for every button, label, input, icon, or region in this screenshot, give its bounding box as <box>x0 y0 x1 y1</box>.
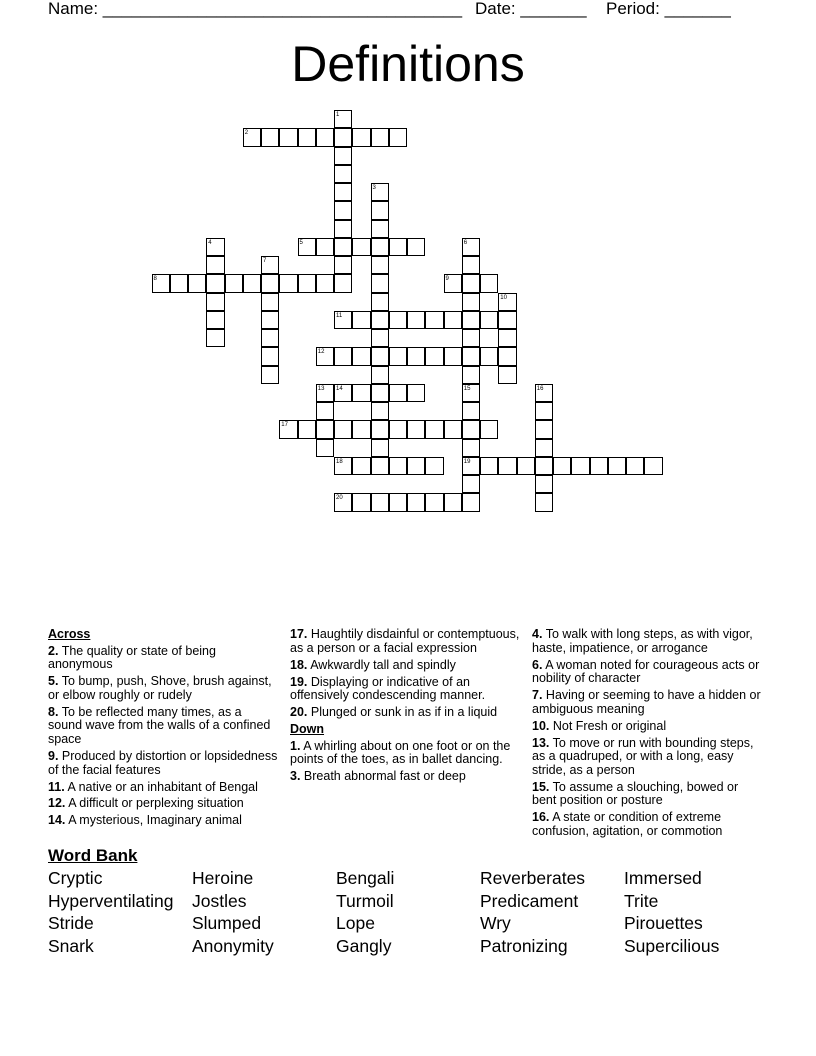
clue-number: 19 <box>463 458 471 465</box>
clue-text: To be reflected many times, as a sound wave from the walls of a confined space <box>48 704 271 746</box>
word-bank-item: Lope <box>336 913 375 934</box>
crossword-cell[interactable] <box>425 493 443 511</box>
word-bank-item: Wry <box>480 913 511 934</box>
crossword-cell[interactable] <box>462 420 480 438</box>
crossword-cell[interactable] <box>206 293 224 311</box>
crossword-cell[interactable] <box>206 274 224 292</box>
crossword-cell[interactable] <box>644 457 662 475</box>
clue-number: 11 <box>336 312 343 319</box>
crossword-cell[interactable] <box>480 311 498 329</box>
crossword-cell[interactable] <box>298 274 316 292</box>
down-clue <box>290 740 520 767</box>
word-bank-item: Patronizing <box>480 936 568 957</box>
crossword-cell[interactable] <box>316 238 334 256</box>
crossword-cell[interactable] <box>444 311 462 329</box>
crossword-cell[interactable] <box>334 311 352 329</box>
word-bank-item: Heroine <box>192 868 254 888</box>
crossword-cell[interactable] <box>535 420 553 438</box>
crossword-cell[interactable] <box>462 493 480 511</box>
clue-text: The quality or state of being anonymous <box>48 643 216 672</box>
crossword-cell[interactable] <box>206 238 224 256</box>
crossword-cell[interactable] <box>462 329 480 347</box>
clue-number: 9. <box>48 748 59 763</box>
clue-number: 19. <box>290 674 308 689</box>
clue-number: 4. <box>532 627 543 641</box>
clue-number: 6 <box>463 239 468 246</box>
crossword-cell[interactable] <box>535 402 553 420</box>
crossword-cell[interactable] <box>535 475 553 493</box>
crossword-cell[interactable] <box>407 493 425 511</box>
crossword-cell[interactable] <box>480 347 498 365</box>
crossword-cell[interactable] <box>152 274 170 292</box>
clue-number: 2 <box>244 130 249 137</box>
crossword-cell[interactable] <box>371 439 389 457</box>
crossword-cell[interactable] <box>407 347 425 365</box>
clue-number: 11. <box>48 779 65 794</box>
crossword-cell[interactable] <box>334 347 352 365</box>
page-title: Definitions <box>291 36 525 92</box>
crossword-cell[interactable] <box>389 128 407 146</box>
down-clue <box>532 811 762 838</box>
across-clue <box>48 814 278 828</box>
crossword-cell[interactable] <box>352 457 370 475</box>
crossword-cell[interactable] <box>316 402 334 420</box>
word-bank-item: Snark <box>48 936 94 957</box>
crossword-cell[interactable] <box>407 457 425 475</box>
clue-number: 7. <box>532 688 543 703</box>
word-bank-item: Immersed <box>624 868 702 888</box>
crossword-cell[interactable] <box>498 293 516 311</box>
crossword-cell[interactable] <box>334 201 352 219</box>
crossword-cell[interactable] <box>261 347 279 365</box>
crossword-cell[interactable] <box>352 311 370 329</box>
crossword-cell[interactable] <box>261 128 279 146</box>
crossword-cell[interactable] <box>407 384 425 402</box>
crossword-cell[interactable] <box>371 183 389 201</box>
name-field-label: Name: ______________________________________ <box>48 0 463 18</box>
across-clue <box>48 706 278 747</box>
crossword-cell[interactable] <box>480 420 498 438</box>
crossword-cell[interactable] <box>371 493 389 511</box>
crossword-cell[interactable] <box>498 366 516 384</box>
crossword-cell[interactable] <box>334 420 352 438</box>
crossword-cell[interactable] <box>334 147 352 165</box>
crossword-cell[interactable] <box>389 493 407 511</box>
across-clue <box>290 628 520 655</box>
crossword-cell[interactable] <box>462 402 480 420</box>
word-bank-item: Anonymity <box>192 936 274 957</box>
clues-column-2 <box>290 628 520 787</box>
crossword-cell[interactable] <box>352 493 370 511</box>
crossword-cell[interactable] <box>444 347 462 365</box>
crossword-cell[interactable] <box>425 457 443 475</box>
crossword-cell[interactable] <box>334 238 352 256</box>
crossword-cell[interactable] <box>334 220 352 238</box>
crossword-cell[interactable] <box>462 457 480 475</box>
crossword-cell[interactable] <box>371 274 389 292</box>
crossword-cell[interactable] <box>298 238 316 256</box>
crossword-cell[interactable] <box>371 293 389 311</box>
crossword-cell[interactable] <box>462 293 480 311</box>
clue-number: 7 <box>263 258 267 264</box>
crossword-cell[interactable] <box>316 384 334 402</box>
clue-number: 20 <box>336 495 343 502</box>
crossword-cell[interactable] <box>407 311 425 329</box>
clue-text: A mysterious, Imaginary animal <box>68 813 242 828</box>
crossword-cell[interactable] <box>371 402 389 420</box>
clue-text: Produced by distortion or lopsidedness of the facial features <box>48 748 278 777</box>
clue-text: Not Fresh or original <box>552 718 667 733</box>
clue-number: 2. <box>48 643 59 658</box>
crossword-cell[interactable] <box>334 457 352 475</box>
crossword-cell[interactable] <box>626 457 644 475</box>
crossword-cell[interactable] <box>444 274 462 292</box>
crossword-cell[interactable] <box>334 274 352 292</box>
crossword-cell[interactable] <box>261 311 279 329</box>
clue-text: To walk with long steps, as with vigor, haste, impatience, or arrogance <box>532 627 753 655</box>
clue-number: 13. <box>532 735 550 750</box>
clues-column-1 <box>48 628 278 831</box>
crossword-cell[interactable] <box>608 457 626 475</box>
crossword-cell[interactable] <box>389 311 407 329</box>
across-clue <box>48 675 278 702</box>
clue-text: Breath abnormal fast or deep <box>303 769 466 784</box>
crossword-cell[interactable] <box>334 256 352 274</box>
crossword-cell[interactable] <box>334 110 352 128</box>
crossword-cell[interactable] <box>535 457 553 475</box>
crossword-cell[interactable] <box>316 128 334 146</box>
crossword-cell[interactable] <box>279 128 297 146</box>
crossword-cell[interactable] <box>352 128 370 146</box>
clue-number: 5 <box>299 239 303 246</box>
crossword-cell[interactable] <box>334 128 352 146</box>
crossword-cell[interactable] <box>261 366 279 384</box>
word-bank-item: Bengali <box>336 868 395 888</box>
word-bank-item: Cryptic <box>48 868 103 888</box>
crossword-cell[interactable] <box>170 274 188 292</box>
crossword-cell[interactable] <box>425 420 443 438</box>
word-bank-item: Turmoil <box>336 890 394 911</box>
crossword-cell[interactable] <box>371 384 389 402</box>
crossword-cell[interactable] <box>462 238 480 256</box>
across-clue <box>290 706 520 720</box>
crossword-cell[interactable] <box>371 347 389 365</box>
word-bank-item: Supercilious <box>624 936 720 957</box>
crossword-cell[interactable] <box>371 201 389 219</box>
clue-number: 13 <box>317 385 325 392</box>
crossword-cell[interactable] <box>498 311 516 329</box>
crossword-cell[interactable] <box>462 311 480 329</box>
clue-text: Having or seeming to have a hidden or ambiguous meaning <box>532 688 761 716</box>
clue-number: 18. <box>290 657 308 672</box>
across-clue <box>48 781 278 795</box>
crossword-cell[interactable] <box>389 420 407 438</box>
crossword-cell[interactable] <box>261 293 279 311</box>
crossword-cell[interactable] <box>371 420 389 438</box>
crossword-cell[interactable] <box>498 347 516 365</box>
crossword-cell[interactable] <box>261 329 279 347</box>
crossword-cell[interactable] <box>571 457 589 475</box>
across-clue <box>290 676 520 703</box>
crossword-cell[interactable] <box>316 420 334 438</box>
clue-number: 10 <box>500 294 507 301</box>
clue-number: 17 <box>281 422 288 429</box>
clue-number: 12. <box>48 796 66 811</box>
clue-number: 15. <box>532 779 550 794</box>
clue-number: 18 <box>336 458 343 465</box>
clue-number: 20. <box>290 705 308 720</box>
clue-text: A woman noted for courageous acts or nobility of character <box>532 657 760 686</box>
clue-text: To move or run with bounding steps, as a quadruped, or with a long, easy stride, as a person <box>532 735 754 777</box>
clue-number: 3 <box>372 185 376 191</box>
crossword-cell[interactable] <box>462 384 480 402</box>
clue-number: 14. <box>48 813 66 828</box>
crossword-cell[interactable] <box>389 238 407 256</box>
crossword-cell[interactable] <box>352 384 370 402</box>
crossword-cell[interactable] <box>535 493 553 511</box>
down-clue <box>532 737 762 778</box>
crossword-cell[interactable] <box>371 457 389 475</box>
crossword-cell[interactable] <box>371 366 389 384</box>
crossword-cell[interactable] <box>535 384 553 402</box>
word-bank-item: Trite <box>624 890 659 911</box>
crossword-cell[interactable] <box>298 420 316 438</box>
clue-number: 12 <box>317 349 325 356</box>
clue-text: Awkwardly tall and spindly <box>310 657 456 672</box>
word-bank-item: Hyperventilating <box>48 890 174 911</box>
crossword-cell[interactable] <box>352 420 370 438</box>
crossword-cell[interactable] <box>498 457 516 475</box>
crossword-cell[interactable] <box>371 311 389 329</box>
clue-text: Plunged or sunk in as if in a liquid <box>310 705 498 720</box>
crossword-cell[interactable] <box>462 475 480 493</box>
crossword-cell[interactable] <box>261 274 279 292</box>
crossword-cell[interactable] <box>389 457 407 475</box>
date-field-label: Date: _______ <box>475 0 587 18</box>
word-bank-item: Reverberates <box>480 868 586 888</box>
crossword-cell[interactable] <box>590 457 608 475</box>
crossword-cell[interactable] <box>206 311 224 329</box>
crossword-cell[interactable] <box>371 238 389 256</box>
crossword-cell[interactable] <box>225 274 243 292</box>
across-clue <box>48 797 278 811</box>
clue-number: 16. <box>532 810 550 825</box>
crossword-cell[interactable] <box>261 256 279 274</box>
word-bank-item: Pirouettes <box>624 913 703 934</box>
word-bank-item: Slumped <box>192 913 262 934</box>
clue-text: Haughtily disdainful or contemptuous, as a person or a facial expression <box>290 627 520 655</box>
crossword-cell[interactable] <box>371 256 389 274</box>
crossword-cell[interactable] <box>498 329 516 347</box>
down-clue <box>532 781 762 808</box>
crossword-cell[interactable] <box>298 128 316 146</box>
clue-text: A state or condition of extreme confusion, agitation, or commotion <box>532 810 723 839</box>
crossword-cell[interactable] <box>334 165 352 183</box>
down-clue <box>532 659 762 686</box>
clue-number: 1. <box>290 738 301 753</box>
clue-number: 10. <box>532 718 550 733</box>
crossword-cell[interactable] <box>316 439 334 457</box>
crossword-cell[interactable] <box>206 256 224 274</box>
down-clue <box>532 689 762 716</box>
clue-text: A native or an inhabitant of Bengal <box>67 779 258 794</box>
crossword-cell[interactable] <box>334 493 352 511</box>
clue-number: 8. <box>48 704 59 719</box>
clue-number: 5. <box>48 674 59 689</box>
clue-text: To bump, push, Shove, brush against, or elbow roughly or rudely <box>48 674 272 702</box>
crossword-cell[interactable] <box>243 128 261 146</box>
crossword-cell[interactable] <box>462 366 480 384</box>
crossword-cell[interactable] <box>535 439 553 457</box>
down-clue <box>532 720 762 734</box>
crossword-cell[interactable] <box>334 384 352 402</box>
crossword-cell[interactable] <box>480 457 498 475</box>
clue-number: 9 <box>445 276 449 283</box>
crossword-cell[interactable] <box>480 274 498 292</box>
across-clue <box>48 645 278 672</box>
word-bank-item: Stride <box>48 913 94 934</box>
crossword-cell[interactable] <box>243 274 261 292</box>
crossword-cell[interactable] <box>371 329 389 347</box>
clue-number: 15 <box>463 385 471 392</box>
crossword-cell[interactable] <box>407 238 425 256</box>
down-heading: Down <box>290 722 325 737</box>
crossword-cell[interactable] <box>425 311 443 329</box>
crossword-cell[interactable] <box>517 457 535 475</box>
crossword-cell[interactable] <box>352 238 370 256</box>
crossword-cell[interactable] <box>206 329 224 347</box>
clue-number: 1 <box>336 112 340 118</box>
crossword-cell[interactable] <box>389 347 407 365</box>
clue-text: To assume a slouching, bowed or bent position or posture <box>532 779 739 808</box>
across-clue <box>290 659 520 673</box>
crossword-cell[interactable] <box>334 183 352 201</box>
crossword-cell[interactable] <box>188 274 206 292</box>
crossword-cell[interactable] <box>389 384 407 402</box>
across-clue <box>48 750 278 777</box>
clue-number: 8 <box>153 276 157 283</box>
crossword-cell[interactable] <box>462 256 480 274</box>
clue-number: 17. <box>290 627 308 641</box>
crossword-cell[interactable] <box>352 347 370 365</box>
word-bank-item: Gangly <box>336 936 392 957</box>
crossword-cell[interactable] <box>462 274 480 292</box>
crossword-cell[interactable] <box>425 347 443 365</box>
word-bank-title: Word Bank <box>48 846 138 865</box>
clue-number: 6. <box>532 657 543 672</box>
crossword-cell[interactable] <box>316 274 334 292</box>
down-clue <box>532 628 762 655</box>
clue-number: 16 <box>536 385 544 392</box>
down-clue <box>290 770 520 784</box>
word-bank-item: Predicament <box>480 890 579 911</box>
clue-text: A difficult or perplexing situation <box>68 796 244 811</box>
clue-number: 3. <box>290 769 301 784</box>
crossword-cell[interactable] <box>444 420 462 438</box>
crossword-cell[interactable] <box>462 347 480 365</box>
crossword-cell[interactable] <box>407 420 425 438</box>
crossword-cell[interactable] <box>444 493 462 511</box>
clue-number: 4 <box>208 239 212 246</box>
crossword-cell[interactable] <box>553 457 571 475</box>
crossword-cell[interactable] <box>462 439 480 457</box>
crossword-cell[interactable] <box>316 347 334 365</box>
clue-text: A whirling about on one foot or on the points of the toes, as in ballet dancing. <box>290 738 511 767</box>
crossword-cell[interactable] <box>371 128 389 146</box>
across-heading: Across <box>48 627 91 641</box>
clues-column-3 <box>532 628 762 842</box>
crossword-cell[interactable] <box>371 220 389 238</box>
clue-number: 14 <box>336 385 343 392</box>
period-field-label: Period: _______ <box>606 0 731 18</box>
crossword-cell[interactable] <box>279 274 297 292</box>
word-bank-item: Jostles <box>192 890 247 911</box>
clue-text: Displaying or indicative of an offensively condescending manner. <box>290 674 486 703</box>
crossword-cell[interactable] <box>279 420 297 438</box>
